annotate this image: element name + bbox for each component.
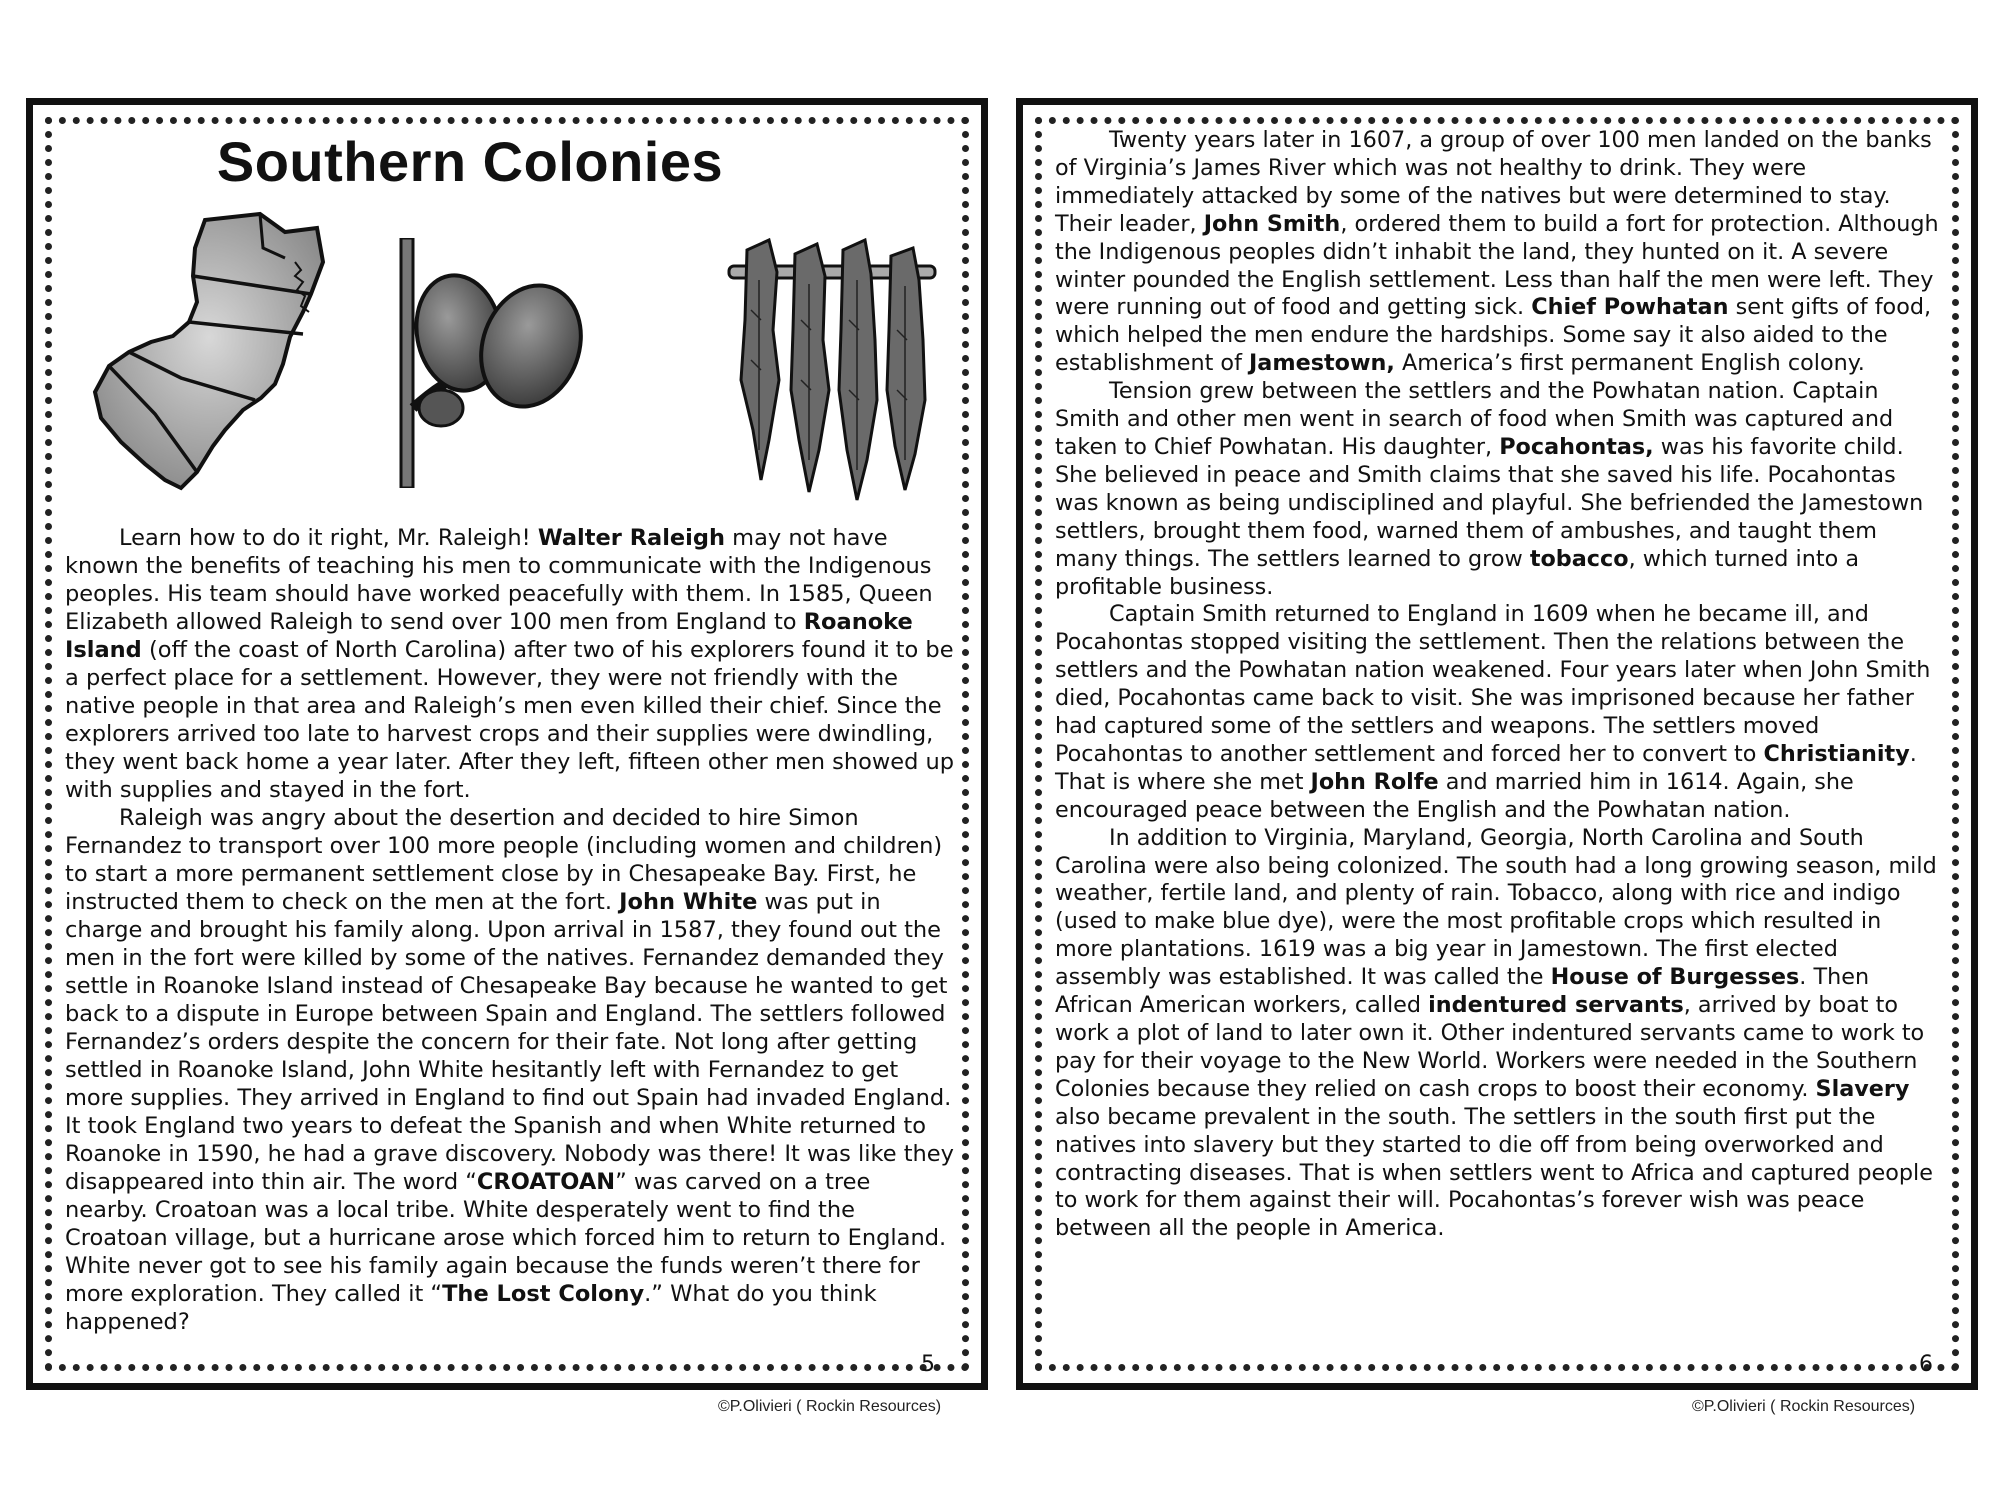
paragraph-3: Captain Smith returned to England in 1609 when he became ill, and Pocahontas stopped visiting the settlement. Then the relations between the settlers and the Powhatan nation weakened. Four years later when John Smith died, Pocahontas came back to visit. She was imprisoned because her father had captured some of the settlers and weapons. The settlers moved Pocahontas to another settlement and forced her to convert to Christianity. That is where she met John Rolfe and married him in 1614. Again, she encouraged peace between the English and the Powhatan nation. [1055,601,1931,823]
copyright-footer: ©P.Olivieri ( Rockin Resources) [718,1398,942,1415]
paragraph-1: Twenty years later in 1607, a group of over 100 men landed on the banks of Virginia’s James River which was not healthy to drink. They were immediately attacked by some of the natives but were determined to stay. Their leader, John Smith, ordered them to build a fort for protection. Although the Indigenous peoples didn’t inhabit the land, they hunted on it. A severe winter pounded the English settlement. Less than half the men were left. They were running out of food and getting sick. Chief Powhatan sent gifts of food, which helped the men endure the hardships. Some say it also aided to the establishment of Jamestown, America’s first permanent English colony. [1055,127,1939,377]
paragraph-1: Learn how to do it right, Mr. Raleigh! Walter Raleigh may not have known the benefits of teaching his men to communicate with the Indigenous peoples. His team should have worked peacefully with them. In 1585, Queen Elizabeth allowed Raleigh to send over 100 men from England to Roanoke Island (off the coast of North Carolina) after two of his explorers found it to be a perfect place for a settlement. However, they were not friendly with the native people in that area and Raleigh’s men even killed their chief. Since the explorers arrived too late to harvest crops and their supplies were dwindling, they went back home a year later. After they left, fifteen other men showed up with supplies and stayed in the fort. [65,525,955,803]
paragraph-4: In addition to Virginia, Maryland, Georgia, North Carolina and South Carolina were also being colonized. The south had a long growing season, mild weather, fertile land, and plenty of rain. Tobacco, along with rice and indigo (used to make blue dye), were the most profitable crops which resulted in more plantations. 1619 was a big year in Jamestown. The first elected assembly was established. It was called the House of Burgesses. Then African American workers, called indentured servants, arrived by boat to work a plot of land to later own it. Other indentured servants came to work to pay for their voyage to the New World. Workers were needed in the Southern Colonies because they relied on cash crops to boost their economy. Slavery also became prevalent in the south. The settlers in the south first put the natives into slavery but they started to die off from being overworked and contracting diseases. That is when settlers went to Africa and captured people to work for them against their will. Pocahontas’s forever wish was peace between all the people in America. [1055,824,1937,1242]
southern-colonies-map [85,202,335,502]
page-title: Southern Colonies [216,130,724,193]
page-number: 5 [921,1352,935,1377]
copyright-footer: ©P.Olivieri ( Rockin Resources) [1692,1398,1916,1415]
right-page [1016,98,1978,1390]
page-number: 6 [1919,1352,1933,1377]
drying-tobacco-image [725,210,945,510]
paragraph-2: Raleigh was angry about the desertion and decided to hire Simon Fernandez to transport over 100 more people (including women and children) to start a more permanent settlement close by in Chesapeake Bay. First, he instructed them to check on the men at the fort. John White was put in charge and brought his family along. Upon arrival in 1587, they found out the men in the fort were killed by some of the natives. Fernandez demanded they settle in Roanoke Island instead of Chesapeake Bay because he wanted to get back to a dispute in Europe between Spain and England. The settlers followed Fernandez’s orders despite the concern for their fate. Not long after getting settled in Roanoke Island, John White hesitantly left with Fernandez to get more supplies. They arrived in England to find out Spain had invaded England. It took England two years to defeat the Spanish and when White returned to Roanoke in 1590, he had a grave discovery. Nobody was there! It was like they disappeared into thin air. The word “CROATOAN” was carved on a tree nearby. Croatoan was a local tribe. White desperately went to find the Croatoan village, but a hurricane arose which forced him to return to England. White never got to see his family again because the funds weren’t there for more exploration. They called it “The Lost Colony.” What do you think happened? [65,805,954,1335]
illustrations [65,202,955,514]
left-page [26,98,988,1390]
paragraph-2: Tension grew between the settlers and the Powhatan nation. Captain Smith and other men went in search of food when Smith was captured and taken to Chief Powhatan. His daughter, Pocahontas, was his favorite child. She believed in peace and Smith claims that she saved his life. Pocahontas was known as being undisciplined and playful. She befriended the Jamestown settlers, brought them food, warned them of ambushes, and taught them many things. The settlers learned to grow tobacco, which turned into a profitable business. [1055,378,1924,600]
plant-pod-image [395,238,595,488]
